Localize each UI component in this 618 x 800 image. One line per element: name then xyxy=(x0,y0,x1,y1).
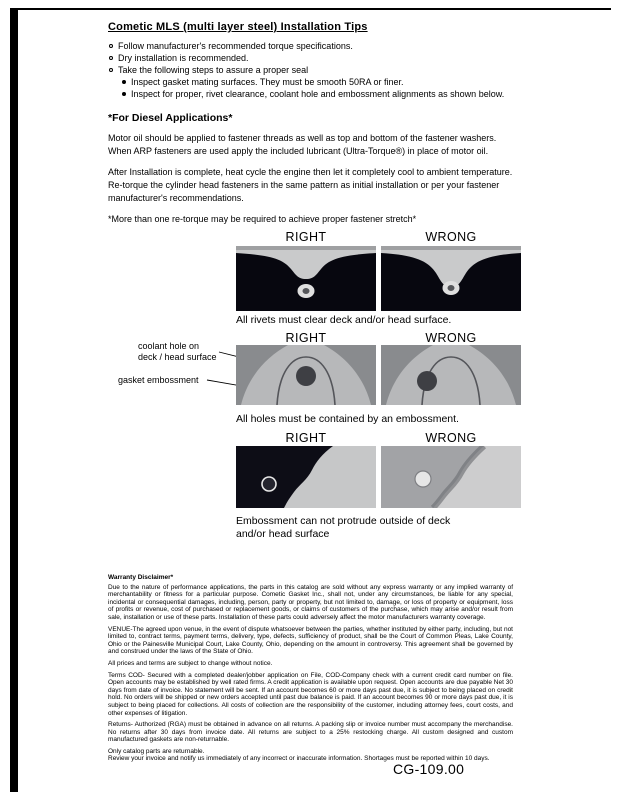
tip-text: Take the following steps to assure a proper seal xyxy=(118,65,309,75)
installation-tips-list xyxy=(108,40,518,100)
retorque-note: *More than one re-torque may be required to achieve proper fastener stretch* xyxy=(108,214,417,224)
filled-bullet-icon xyxy=(122,80,126,84)
disclaimer-heading: Warranty Disclaimer* xyxy=(108,574,174,581)
right-label-row1: RIGHT xyxy=(285,230,327,244)
coolant-hole-callout xyxy=(138,341,217,363)
right-label-row2: RIGHT xyxy=(285,331,327,345)
tip-text: Dry installation is recommended. xyxy=(118,53,249,63)
warranty-disclaimer-section xyxy=(108,574,513,763)
right-label-row3: RIGHT xyxy=(285,431,327,445)
diesel-applications-heading: *For Diesel Applications* xyxy=(108,112,233,124)
disclaimer-paragraph: Due to the nature of performance applications, the parts in this catalog are sold without any express warranty or any implied warranty of merchantability or fitness for a particular purpose. Cometic Gasket Inc., shall not, under any circumstances, be liable for any special, incidental or consequential damages, including, person, party or property, but not limited to, damage, or loss of property or equipment, loss of profits or revenue, cost of purchased or replacement goods, or claims of customers of the purchase, which may arise and/or result from sale, installation or use of these parts. Installation of these parts could adversely affect the motor manufacturers warranty coverage. xyxy=(108,583,513,621)
protrusion-caption-line1: Embossment can not protrude outside of deck xyxy=(236,515,451,527)
wrong-label-row1: WRONG xyxy=(425,230,477,244)
rivet-wrong-image xyxy=(381,246,521,311)
document-number: CG-109.00 xyxy=(393,761,465,777)
rivet-caption: All rivets must clear deck and/or head surface. xyxy=(236,314,452,326)
tip-item xyxy=(108,64,518,76)
page-title: Cometic MLS (multi layer steel) Installation Tips xyxy=(108,21,368,33)
returns-paragraph: Returns- Authorized (RGA) must be obtained in advance on all returns. A packing slip or invoice number must accompany the merchandise. No returns after 30 days from invoice date. All returns are subject to a 25% restocking charge. All custom designed and custom manufactured gaskets are non-returnable. xyxy=(108,721,513,744)
diesel-paragraph-2: After Installation is complete, heat cycle the engine then let it completely cool to ambient temperature. Re-torque the cylinder head fasteners in the same pattern as initial installation or per your fastener manufacturer's recommendations. xyxy=(108,167,513,203)
filled-bullet-icon xyxy=(122,92,126,96)
gasket-embossment-callout: gasket embossment xyxy=(118,375,199,385)
tip-text: Follow manufacturer's recommended torque specifications. xyxy=(118,41,353,51)
protrusion-right-diagram xyxy=(236,446,376,508)
open-bullet-icon xyxy=(109,68,113,72)
coolant-hole-callout-line2: deck / head surface xyxy=(138,352,217,362)
protrusion-wrong-image xyxy=(381,446,521,508)
rivet-wrong-diagram xyxy=(381,246,521,311)
open-bullet-icon xyxy=(109,56,113,60)
diagram-section xyxy=(0,228,618,558)
venue-paragraph: VENUE-The agreed upon venue, in the event of dispute whatsoever between the parties, whether instituted by either party, including, but not limited to, contract terms, payment terms, delivery, type, defects, sufficiency of product, shall be the Court of Common Pleas, Lake County, Ohio or the Painesville Municipal Court, Lake County, Ohio, depending on the amount in controversy. This agreement shall be governed by and construed under the laws of the State of Ohio. xyxy=(108,625,513,656)
protrusion-caption-line2: and/or head surface xyxy=(236,527,330,540)
diesel-paragraph-1: Motor oil should be applied to fastener threads as well as top and bottom of the fastener washers. When ARP fasteners are used apply the included lubricant (Ultra-Torque®) in place of motor oil. xyxy=(108,133,497,156)
protrusion-right-image xyxy=(236,446,376,508)
wrong-label-row2: WRONG xyxy=(425,331,477,345)
terms-cod-paragraph: Terms COD- Secured with a completed dealer/jobber application on File, COD-Company check with a current credit card number on file. Open accounts may be established by well rated firms. A credit application is available upon request. Open accounts are due payable Net 30 days from date of invoice. No statement will be sent. If an account becomes 60 or more days past due, it is subject to being placed on credit hold. No orders will be shipped or new orders accepted until past due balance is paid. If an account becomes 90 or more days past due, it is subject to being placed for collections. All costs of collection are the responsibility of the customer, including attorney fees, court costs, and other expenses of litigation. xyxy=(108,671,513,717)
main-text-column xyxy=(108,20,518,234)
returnable-note: Only catalog parts are returnable. xyxy=(108,747,205,755)
sub-tip-item xyxy=(121,76,518,88)
embossment-wrong-diagram xyxy=(381,345,521,405)
tip-item xyxy=(108,40,518,52)
sub-tip-text: Inspect gasket mating surfaces. They must be smooth 50RA or finer. xyxy=(131,77,404,87)
embossment-wrong-image xyxy=(381,345,521,405)
sub-tips-list xyxy=(121,76,518,100)
protrusion-wrong-diagram xyxy=(381,446,521,508)
embossment-right-image xyxy=(236,345,376,405)
wrong-label-row3: WRONG xyxy=(425,431,477,445)
prices-terms-paragraph: All prices and terms are subject to change without notice. xyxy=(108,659,273,667)
rivet-right-diagram xyxy=(236,246,376,311)
open-bullet-icon xyxy=(109,44,113,48)
embossment-caption: All holes must be contained by an embossment. xyxy=(236,413,459,425)
sub-tip-text: Inspect for proper, rivet clearance, coolant hole and embossment alignments as shown below. xyxy=(131,89,505,99)
sub-tip-item xyxy=(121,88,518,100)
top-border-rule xyxy=(10,8,611,10)
tip-item xyxy=(108,52,518,64)
coolant-hole-callout-line1: coolant hole on xyxy=(138,341,200,351)
protrusion-caption xyxy=(236,515,466,540)
rivet-right-image xyxy=(236,246,376,311)
invoice-review-note: Review your invoice and notify us immediately of any incorrect or inaccurate information. Shortages must be reported within 10 days. xyxy=(108,755,490,763)
embossment-right-diagram xyxy=(236,345,376,405)
